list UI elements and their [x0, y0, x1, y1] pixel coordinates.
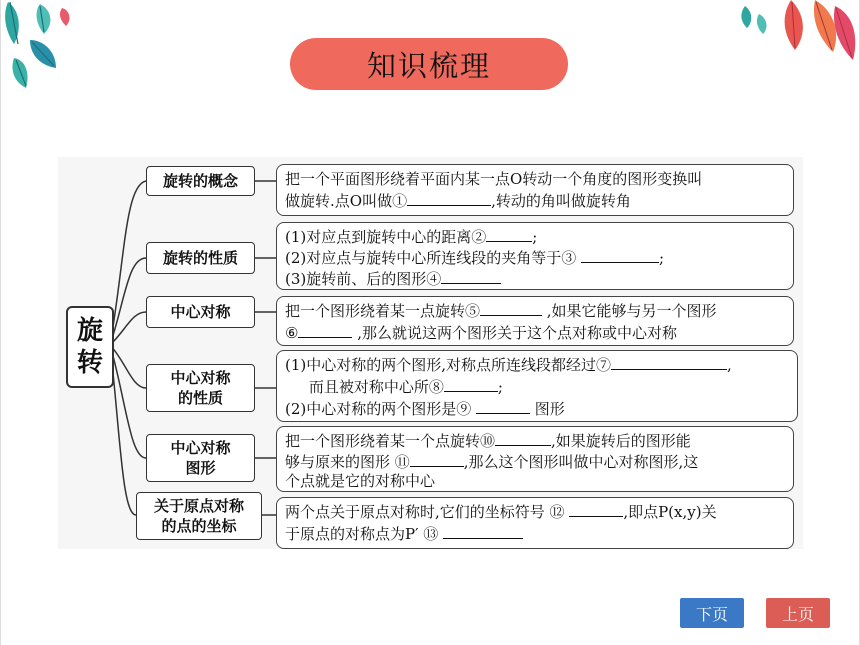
text: 个点就是它的对称中心 [285, 472, 436, 490]
content-line [285, 472, 785, 491]
text: 把一个图形绕着某一个点旋转⑩ [285, 432, 496, 450]
text: ,即点P(x,y)关 [623, 503, 717, 521]
category-label: 的点的坐标 [161, 517, 237, 535]
content-central-symmetry-properties [276, 350, 798, 422]
text: ; [497, 378, 503, 396]
answer-blank-10 [495, 430, 551, 446]
answer-blank-4 [441, 268, 501, 284]
content-line [285, 226, 785, 247]
content-line [285, 322, 785, 344]
category-label: 旋转的性质 [162, 249, 238, 267]
next-page-label: 下页 [695, 604, 728, 624]
text: ,如果旋转后的图形能 [551, 432, 691, 450]
answer-blank-1 [407, 190, 491, 206]
text: 把一个图形绕着某一点旋转⑤ [285, 302, 481, 320]
answer-blank-5 [480, 300, 542, 316]
content-line [285, 268, 785, 289]
category-rotation-concept [146, 166, 255, 196]
text: 够与原来的图形 ⑪ [285, 453, 410, 471]
text: ; [659, 249, 665, 267]
category-label: 中心对称 [170, 303, 231, 321]
category-origin-symmetric-coordinates [136, 492, 262, 540]
content-line [285, 376, 789, 398]
prev-page-button[interactable] [766, 598, 830, 628]
root-char-2: 转 [76, 348, 103, 378]
category-label: 中心对称 [170, 439, 231, 457]
answer-blank-2 [486, 226, 532, 242]
category-central-symmetry [146, 296, 255, 328]
text: (2)中心对称的两个图形是⑨ [285, 400, 477, 418]
content-line [285, 190, 785, 212]
content-line [285, 168, 785, 190]
text: , [727, 356, 732, 374]
root-node-rotation [66, 306, 114, 388]
text: 于原点的对称点为P′ ⑬ [285, 525, 444, 543]
answer-blank-6 [298, 322, 352, 338]
content-line [285, 501, 785, 523]
answer-blank-13 [443, 523, 523, 539]
content-line [285, 354, 789, 376]
text: (3)旋转前、后的图形④ [285, 270, 442, 288]
answer-blank-8 [444, 376, 498, 392]
text: (1)对应点到旋转中心的距离② [285, 228, 487, 246]
answer-blank-11 [410, 451, 464, 467]
answer-blank-12 [569, 501, 623, 517]
root-char-1: 旋 [76, 316, 103, 346]
category-central-symmetry-properties [146, 364, 255, 412]
content-line [285, 430, 785, 451]
text: 做旋转.点O叫做① [285, 192, 408, 210]
text: ⑥ [285, 324, 299, 342]
answer-blank-9 [476, 398, 530, 414]
category-rotation-properties [146, 242, 255, 274]
text: 把一个平面图形绕着平面内某一点O转动一个角度的图形变换叫 [285, 170, 703, 188]
text: (1)中心对称的两个图形,对称点所连线段都经过⑦ [285, 356, 612, 374]
page-title: 知识梳理 [366, 48, 491, 83]
content-central-symmetry [276, 296, 794, 346]
text: 而且被对称中心所⑧ [285, 378, 444, 396]
category-label: 图形 [185, 459, 216, 477]
text: (2)对应点与旋转中心所连线段的夹角等于③ [285, 249, 582, 267]
content-rotation-concept [276, 164, 794, 216]
content-line [285, 398, 789, 420]
text: ; [532, 228, 538, 246]
category-label: 中心对称 [170, 369, 231, 387]
content-line [285, 247, 785, 268]
content-line [285, 523, 785, 545]
next-page-button[interactable] [680, 598, 744, 628]
text: ,那么这个图形叫做中心对称图形,这 [463, 453, 699, 471]
content-rotation-properties [276, 222, 794, 290]
text: 图形 [530, 400, 565, 418]
content-centrally-symmetric-figure [276, 426, 794, 492]
text: 两个点关于原点对称时,它们的坐标符号 ⑫ [285, 503, 570, 521]
content-origin-symmetric-coordinates [276, 497, 794, 549]
category-label: 关于原点对称 [153, 497, 244, 515]
text: ,那么就说这两个图形关于这个点对称或中心对称 [352, 324, 677, 342]
prev-page-label: 上页 [781, 604, 814, 624]
answer-blank-3 [581, 247, 659, 263]
category-label: 的性质 [177, 389, 223, 407]
text: ,转动的角叫做旋转角 [491, 192, 631, 210]
answer-blank-7 [611, 354, 727, 370]
text: ,如果它能够与另一个图形 [542, 302, 717, 320]
category-label: 旋转的概念 [162, 172, 238, 190]
content-line [285, 451, 785, 472]
content-line [285, 300, 785, 322]
category-centrally-symmetric-figure [146, 434, 255, 482]
